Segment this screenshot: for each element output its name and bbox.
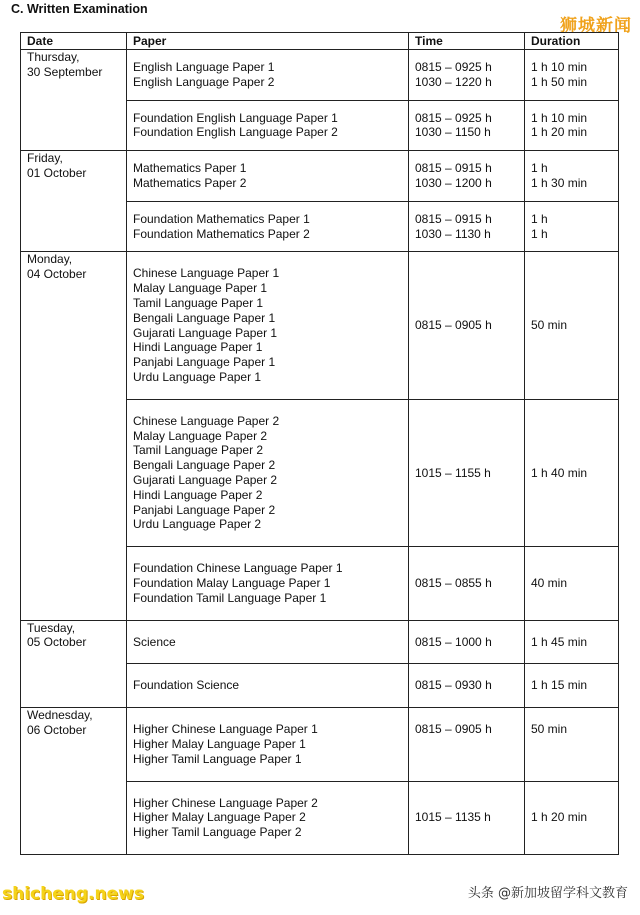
paper-name: Chinese Language Paper 1: [133, 266, 280, 281]
paper-cell: [127, 547, 409, 620]
table-row: [21, 151, 619, 202]
paper-name: Chinese Language Paper 2: [133, 413, 280, 428]
paper-cell: [127, 708, 409, 781]
exam-time: 1030 – 1200 h: [415, 175, 492, 190]
exam-time: 0815 – 0905 h: [415, 722, 492, 737]
date-day: 05 October: [27, 635, 87, 650]
exam-time: 0815 – 0855 h: [415, 575, 492, 590]
header-duration: Duration: [525, 33, 619, 50]
paper-name: Gujarati Language Paper 2: [133, 472, 278, 487]
table-row: [21, 252, 619, 399]
exam-time: 0815 – 0915 h: [415, 211, 492, 226]
paper-cell: [127, 399, 409, 546]
paper-name: Malay Language Paper 1: [133, 281, 268, 296]
exam-duration: 1 h 40 min: [531, 465, 588, 480]
time-cell: [409, 547, 525, 620]
date-cell: [21, 620, 127, 708]
duration-cell: [525, 151, 619, 202]
exam-time: 0815 – 0925 h: [415, 60, 492, 74]
paper-name: Foundation English Language Paper 2: [133, 125, 338, 140]
paper-name: Science: [133, 634, 176, 649]
table-header-row: [21, 33, 619, 50]
paper-cell: [127, 781, 409, 854]
exam-duration: 1 h 30 min: [531, 175, 588, 190]
exam-duration: 1 h 20 min: [531, 810, 588, 825]
paper-name: Higher Chinese Language Paper 2: [133, 795, 318, 810]
date-day: 04 October: [27, 267, 87, 282]
exam-duration: 1 h 50 min: [531, 74, 588, 89]
paper-cell: [127, 100, 409, 151]
date-cell: [21, 708, 127, 855]
exam-duration: 40 min: [531, 575, 568, 590]
duration-cell: [525, 781, 619, 854]
paper-cell: [127, 664, 409, 708]
duration-cell: [525, 547, 619, 620]
paper-cell: [127, 50, 409, 101]
header-time: Time: [409, 33, 525, 50]
paper-name: Higher Malay Language Paper 1: [133, 736, 306, 751]
exam-duration: 1 h 10 min: [531, 110, 588, 125]
paper-name: Panjabi Language Paper 1: [133, 355, 276, 370]
paper-name: Urdu Language Paper 1: [133, 369, 262, 384]
duration-cell: [525, 201, 619, 252]
watermark-bottom-left: shicheng.news: [2, 884, 144, 904]
exam-duration: 1 h: [531, 211, 548, 226]
paper-name: Gujarati Language Paper 1: [133, 325, 278, 340]
paper-name: Hindi Language Paper 2: [133, 487, 263, 502]
duration-cell: [525, 100, 619, 151]
date-weekday: Wednesday,: [27, 708, 93, 723]
exam-duration: 1 h 20 min: [531, 125, 588, 140]
exam-time: 0815 – 0925 h: [415, 110, 492, 125]
exam-time: 1030 – 1220 h: [415, 74, 492, 89]
paper-name: Foundation Malay Language Paper 1: [133, 575, 331, 590]
exam-time: 1030 – 1130 h: [415, 226, 491, 241]
paper-name: Higher Chinese Language Paper 1: [133, 722, 318, 737]
paper-name: Hindi Language Paper 1: [133, 340, 263, 355]
paper-name: Foundation Science: [133, 678, 240, 693]
exam-duration: 50 min: [531, 722, 568, 737]
time-cell: [409, 620, 525, 664]
exam-time: 1015 – 1155 h: [415, 465, 491, 480]
duration-cell: [525, 252, 619, 399]
paper-cell: [127, 201, 409, 252]
paper-cell: [127, 151, 409, 202]
paper-name: Higher Tamil Language Paper 1: [133, 751, 302, 766]
exam-duration: 1 h 15 min: [531, 678, 588, 693]
exam-time: 1015 – 1135 h: [415, 810, 491, 825]
time-cell: [409, 100, 525, 151]
paper-name: Foundation Mathematics Paper 2: [133, 226, 310, 241]
paper-name: Mathematics Paper 1: [133, 161, 247, 176]
exam-duration: 1 h: [531, 226, 548, 241]
time-cell: [409, 252, 525, 399]
paper-name: Urdu Language Paper 2: [133, 517, 262, 532]
paper-name: Malay Language Paper 2: [133, 428, 268, 443]
paper-name: Panjabi Language Paper 2: [133, 502, 276, 517]
time-cell: [409, 781, 525, 854]
exam-duration: 1 h 10 min: [531, 60, 588, 74]
time-cell: [409, 399, 525, 546]
duration-cell: [525, 399, 619, 546]
header-paper: Paper: [127, 33, 409, 50]
paper-name: Foundation Mathematics Paper 1: [133, 211, 310, 226]
exam-time: 0815 – 0930 h: [415, 678, 492, 693]
date-day: 01 October: [27, 165, 87, 180]
date-day: 30 September: [27, 64, 103, 79]
exam-time: 1030 – 1150 h: [415, 125, 491, 140]
date-weekday: Tuesday,: [27, 620, 76, 635]
paper-cell: [127, 620, 409, 664]
paper-name: Tamil Language Paper 1: [133, 295, 264, 310]
date-cell: [21, 252, 127, 620]
paper-name: English Language Paper 1: [133, 60, 275, 74]
paper-name: Higher Malay Language Paper 2: [133, 810, 306, 825]
time-cell: [409, 664, 525, 708]
timetable-body: [21, 50, 619, 855]
exam-timetable: [20, 32, 619, 855]
time-cell: [409, 201, 525, 252]
watermark-top-right: 狮城新闻: [560, 16, 632, 36]
duration-cell: [525, 50, 619, 101]
time-cell: [409, 708, 525, 781]
paper-name: Foundation English Language Paper 1: [133, 110, 338, 125]
date-weekday: Thursday,: [27, 50, 80, 64]
date-cell: [21, 151, 127, 252]
paper-name: Bengali Language Paper 1: [133, 310, 276, 325]
paper-name: Foundation Chinese Language Paper 1: [133, 561, 343, 576]
date-cell: [21, 50, 127, 151]
duration-cell: [525, 708, 619, 781]
paper-name: Mathematics Paper 2: [133, 175, 247, 190]
duration-cell: [525, 664, 619, 708]
time-cell: [409, 50, 525, 101]
table-row: [21, 620, 619, 664]
time-cell: [409, 151, 525, 202]
exam-duration: 1 h 45 min: [531, 634, 588, 649]
paper-name: Tamil Language Paper 2: [133, 443, 264, 458]
date-weekday: Monday,: [27, 252, 73, 267]
watermark-bottom-right: 头条 @新加坡留学科文教育: [464, 881, 632, 902]
header-date: Date: [21, 33, 127, 50]
paper-name: Bengali Language Paper 2: [133, 458, 276, 473]
paper-name: Foundation Tamil Language Paper 1: [133, 590, 327, 605]
table-row: [21, 708, 619, 781]
date-weekday: Friday,: [27, 151, 63, 166]
date-day: 06 October: [27, 722, 87, 737]
paper-name: English Language Paper 2: [133, 74, 275, 89]
exam-duration: 50 min: [531, 318, 568, 333]
exam-time: 0815 – 0915 h: [415, 161, 492, 176]
paper-name: Higher Tamil Language Paper 2: [133, 825, 302, 840]
paper-cell: [127, 252, 409, 399]
table-row: [21, 50, 619, 101]
exam-duration: 1 h: [531, 161, 548, 176]
exam-time: 0815 – 0905 h: [415, 318, 492, 333]
exam-time: 0815 – 1000 h: [415, 634, 492, 649]
section-title: C. Written Examination: [11, 2, 148, 16]
duration-cell: [525, 620, 619, 664]
